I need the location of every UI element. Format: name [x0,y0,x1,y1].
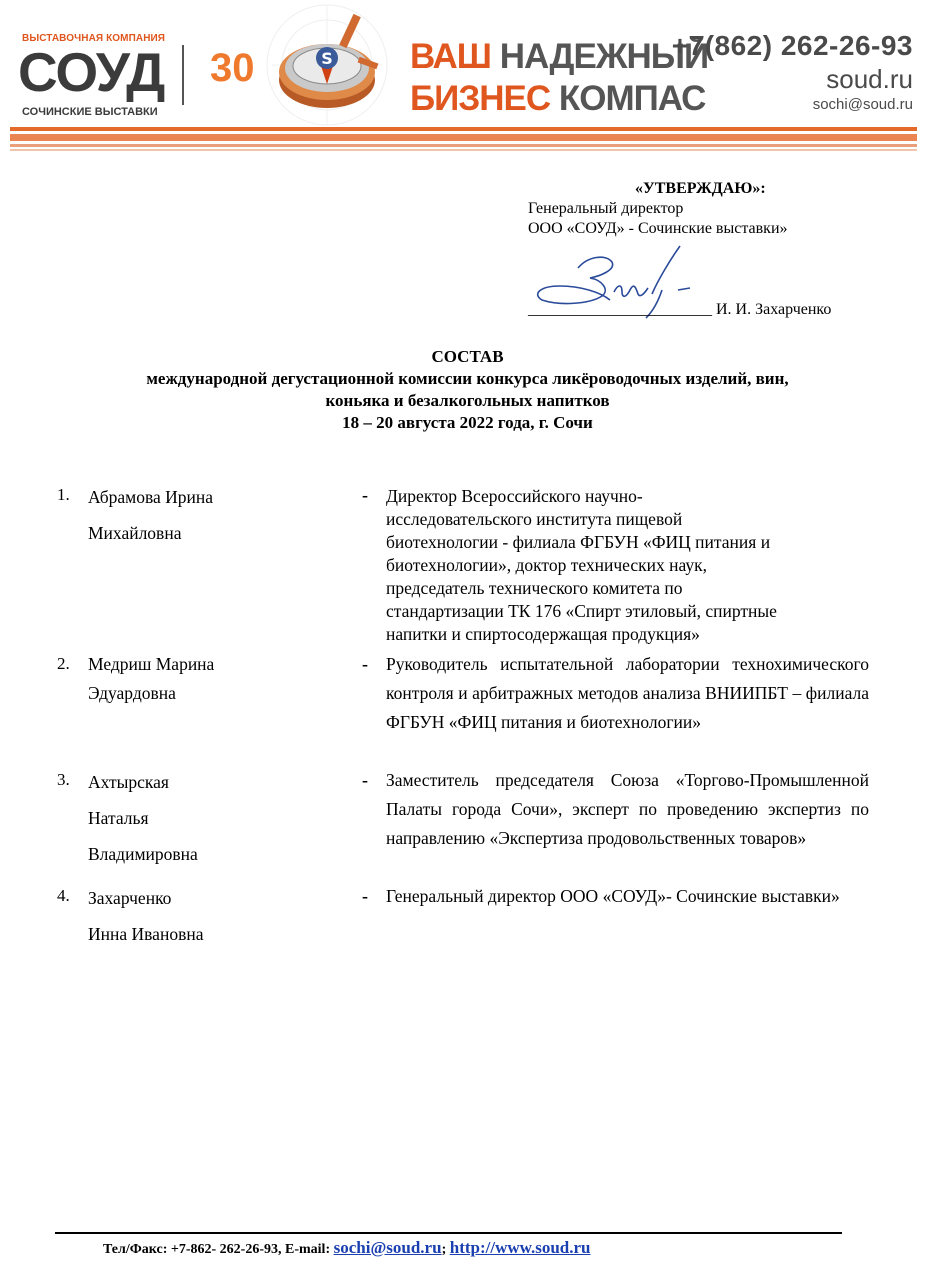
heading-date: 18 – 20 августа 2022 года, г. Сочи [342,413,593,432]
member-dash: - [362,485,368,505]
member-dash: - [362,886,368,906]
brand-logo-text: СОУД [18,41,165,103]
member-number: 4. [57,886,70,905]
signature-line: _______________________ И. И. Захарченко [528,301,832,318]
header-phone: +7(862) 262-26-93 [671,30,913,61]
member-dash: - [362,654,368,674]
member-name: Медриш Марина Эдуардовна [88,654,215,703]
header-stripe [10,144,917,147]
footer-label: Тел/Факс: +7-862- 262-26-93, E-mail: [103,1242,331,1257]
member-description: Директор Всероссийского научно- исследовательского института пищевой биотехнологии - филиала ФГБУН «ФИЦ питания и биотехнологии», доктор технических наук, председатель технического комитета по стандартизации ТК 176 «Спирт этиловый, спиртные напитки и спиртосодержащая продукция» [386,486,777,644]
member-description: Генеральный директор ООО «СОУД»- Сочинские выставки» [386,886,840,906]
member-description: Заместитель председателя Союза «Торгово-Промышленной Палаты города Сочи», эксперт по проведению экспертиз по направлению «Экспертиза продовольственных товаров» [386,770,869,848]
slogan-line-2: БИЗНЕС КОМПАС [410,79,706,118]
heading-line: международной дегустационной комиссии конкурса ликёроводочных изделий, вин, [146,369,789,388]
footer-rule [55,1232,842,1234]
approval-company: ООО «СОУД» - Сочинские выставки» [528,220,788,237]
header-stripe [10,134,917,141]
letterhead [0,0,935,160]
member-name: Абрамова Ирина Михайловна [88,487,214,543]
member-name: Захарченко Инна Ивановна [88,888,204,944]
document-title: СОСТАВ [431,347,504,366]
approval-position: Генеральный директор [528,200,684,217]
member-number: 2. [57,654,70,673]
member-name: Ахтырская Наталья Владимировна [88,772,198,864]
header-stripe [10,149,917,151]
member-number: 1. [57,485,70,504]
heading-line: коньяка и безалкогольных напитков [325,391,610,410]
header-stripe [10,127,917,131]
footer-website-link[interactable]: http://www.soud.ru [449,1238,591,1257]
slogan-line-1: ВАШ НАДЕЖНЫЙ [410,37,709,76]
brand-subtitle: СОЧИНСКИЕ ВЫСТАВКИ [22,106,158,118]
svg-text:S: S [321,49,333,68]
approval-title: «УТВЕРЖДАЮ»: [635,180,766,197]
compass-logo-icon [262,0,392,130]
header-email: sochi@soud.ru [812,96,913,113]
brand-divider [182,45,184,105]
footer-separator: ; [441,1242,447,1257]
header-site: soud.ru [826,64,913,94]
brand-kicker: ВЫСТАВОЧНАЯ КОМПАНИЯ [22,33,166,44]
footer-email-link[interactable]: sochi@soud.ru [333,1238,442,1257]
document-heading [0,346,935,434]
footer-contacts [103,1238,591,1258]
member-description: Руководитель испытательной лаборатории технохимического контроля и арбитражных методов анализа ВНИИПБТ – филиала ФГБУН «ФИЦ питания и биотехнологии» [386,654,869,732]
member-dash: - [362,770,368,790]
member-number: 3. [57,770,70,789]
anniversary-number: 30 [210,46,255,90]
